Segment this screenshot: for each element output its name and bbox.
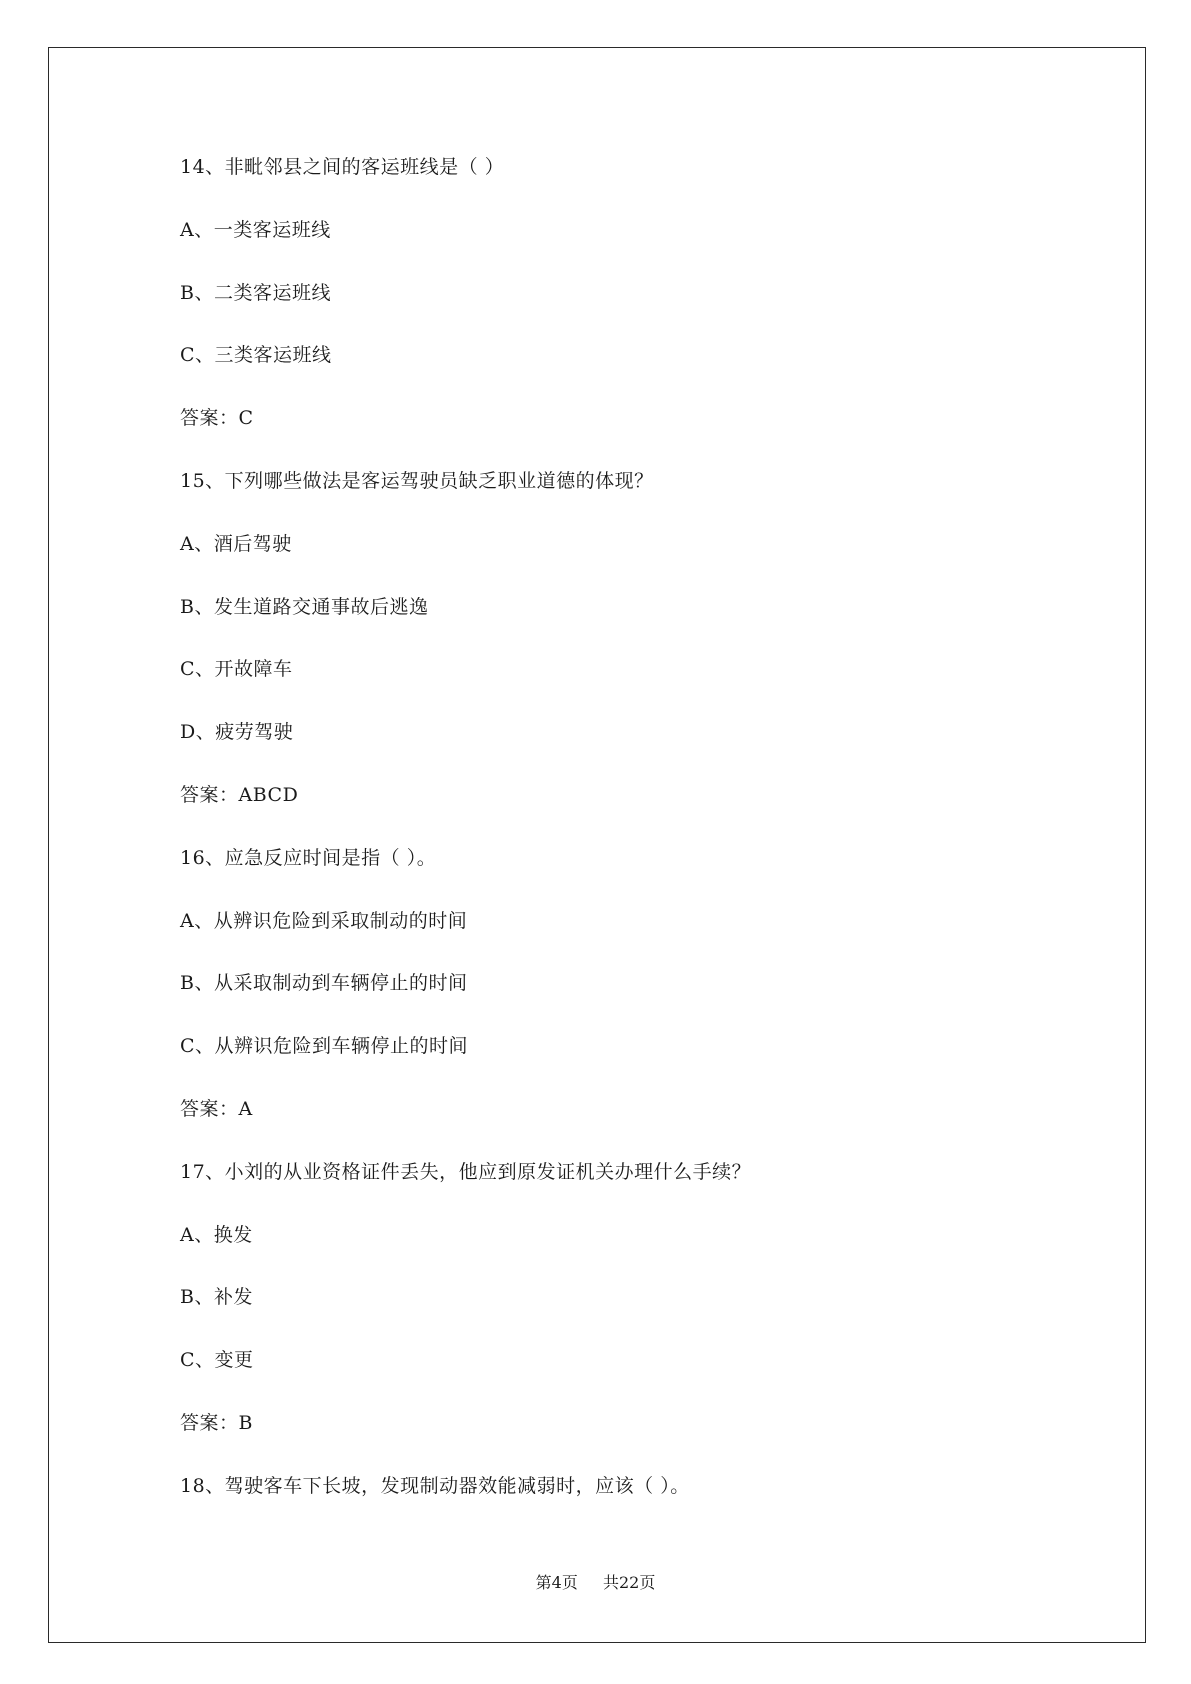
question-17-option-c: C、变更 xyxy=(180,1349,254,1372)
document-body xyxy=(180,155,1080,1537)
question-14-option-b: B、二类客运班线 xyxy=(180,281,331,304)
page-number-total: 共22页 xyxy=(602,1573,656,1592)
question-16-answer: 答案：A xyxy=(180,1097,253,1120)
question-15-option-d: D、疲劳驾驶 xyxy=(180,721,294,744)
question-15-option-a: A、酒后驾驶 xyxy=(180,532,292,555)
question-16-option-b: B、从采取制动到车辆停止的时间 xyxy=(180,972,468,995)
question-14-title: 14、非毗邻县之间的客运班线是（ ） xyxy=(180,156,505,178)
question-16-option-c: C、从辨识危险到车辆停止的时间 xyxy=(180,1035,469,1058)
question-15-option-b: B、发生道路交通事故后逃逸 xyxy=(180,595,429,618)
question-17-option-b: B、补发 xyxy=(180,1286,253,1309)
question-14-option-c: C、三类客运班线 xyxy=(180,344,332,367)
question-17-answer: 答案：B xyxy=(180,1411,253,1434)
question-17-title: 17、小刘的从业资格证件丢失，他应到原发证机关办理什么手续？ xyxy=(180,1160,752,1183)
question-17-option-a: A、换发 xyxy=(180,1223,253,1246)
question-15-option-c: C、开故障车 xyxy=(180,658,293,681)
page-number-current: 第4页 xyxy=(535,1573,578,1592)
question-18-title: 18、驾驶客车下长坡，发现制动器效能减弱时，应该（ ）。 xyxy=(180,1474,690,1497)
question-15-answer: 答案：ABCD xyxy=(180,783,299,806)
question-14-answer: 答案：C xyxy=(180,407,254,430)
question-16-title: 16、应急反应时间是指（ ）。 xyxy=(180,846,437,869)
question-14-option-a: A、一类客运班线 xyxy=(180,218,331,241)
page-footer xyxy=(0,1570,1191,1593)
question-15-title: 15、下列哪些做法是客运驾驶员缺乏职业道德的体现？ xyxy=(180,469,654,492)
question-16-option-a: A、从辨识危险到采取制动的时间 xyxy=(180,909,468,932)
